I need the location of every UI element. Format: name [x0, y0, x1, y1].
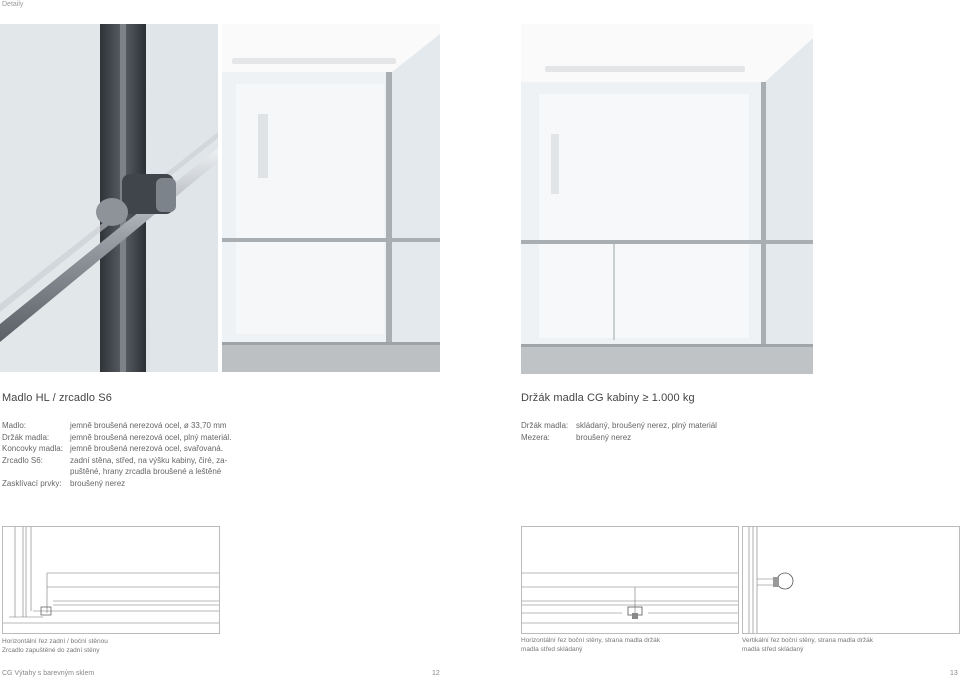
spec-value: jemně broušená nerezová ocel, ø 33,70 mm	[70, 421, 227, 430]
photo-cabin-interior	[222, 24, 440, 372]
spec-row	[521, 432, 801, 444]
spec-row	[2, 420, 242, 432]
spec-value: broušený nerez	[576, 432, 632, 442]
section-drawing-2	[522, 527, 738, 633]
drawing-horizontal-section-rear	[2, 526, 220, 634]
spec-row	[2, 432, 242, 444]
spec-value: jemně broušená nerezová ocel, plný materiál.	[70, 432, 232, 442]
caption-line: Vertikální řez boční stěny, strana madla držák	[742, 637, 874, 644]
drawing-horizontal-section-side	[521, 526, 739, 634]
spec-key: Madlo:	[2, 421, 27, 430]
drawing-vertical-section-side	[742, 526, 960, 634]
spec-row	[2, 443, 242, 455]
spec-key: Držák madla:	[521, 421, 569, 430]
spec-row	[2, 478, 242, 490]
spec-key: Koncovky madla:	[2, 444, 63, 453]
right-spec-list	[521, 420, 801, 443]
cabin-interior-image	[222, 24, 440, 372]
spec-key	[2, 466, 70, 478]
footer-left-text: CG Výtahy s barevným sklem	[2, 670, 95, 677]
spec-value: puštěné, hrany zrcadla broušené a leštěné	[70, 467, 222, 476]
spec-value: skládaný, broušený nerez, plný materiál	[576, 421, 717, 430]
caption-line: madla střed skládaný	[742, 645, 804, 653]
page-number-left: 12	[432, 670, 440, 677]
spec-row	[2, 455, 242, 467]
left-spec-list	[2, 420, 242, 489]
spec-value: zadní stěna, střed, na výšku kabiny, čiré, za-	[70, 455, 228, 465]
cabin-holder-image	[521, 24, 813, 374]
caption-line: Zrcadlo zapuštěné do zadní stěny	[2, 646, 100, 654]
spec-value: broušený nerez	[70, 478, 126, 488]
caption-drawing-3	[742, 637, 958, 654]
caption-drawing-2	[521, 637, 737, 654]
section-drawing-3	[743, 527, 959, 633]
page-number-right: 13	[950, 670, 958, 677]
handrail-closeup-image	[0, 24, 218, 372]
photo-cabin-handrail-holder	[521, 24, 813, 374]
spec-key: Zasklívací prvky:	[2, 478, 62, 488]
section-drawing-1	[3, 527, 219, 633]
section-label: Detaily	[2, 1, 24, 8]
spec-key: Mezera:	[521, 432, 550, 442]
spec-key: Zrcadlo S6:	[2, 455, 43, 465]
right-heading: Držák madla CG kabiny ≥ 1.000 kg	[521, 392, 695, 404]
photo-handrail-closeup	[0, 24, 218, 372]
spec-row	[521, 420, 801, 432]
caption-line: Horizontální řez boční stěny, strana madla držák	[521, 637, 660, 644]
caption-drawing-1	[2, 638, 218, 655]
spec-row	[2, 466, 242, 478]
spec-value: jemně broušená nerezová ocel, svařovaná.	[70, 444, 223, 453]
caption-line: madla střed skládaný	[521, 645, 583, 653]
left-heading: Madlo HL / zrcadlo S6	[2, 392, 112, 404]
caption-line: Horizontální řez zadní / boční stěnou	[2, 638, 108, 645]
spec-key: Držák madla:	[2, 432, 50, 442]
